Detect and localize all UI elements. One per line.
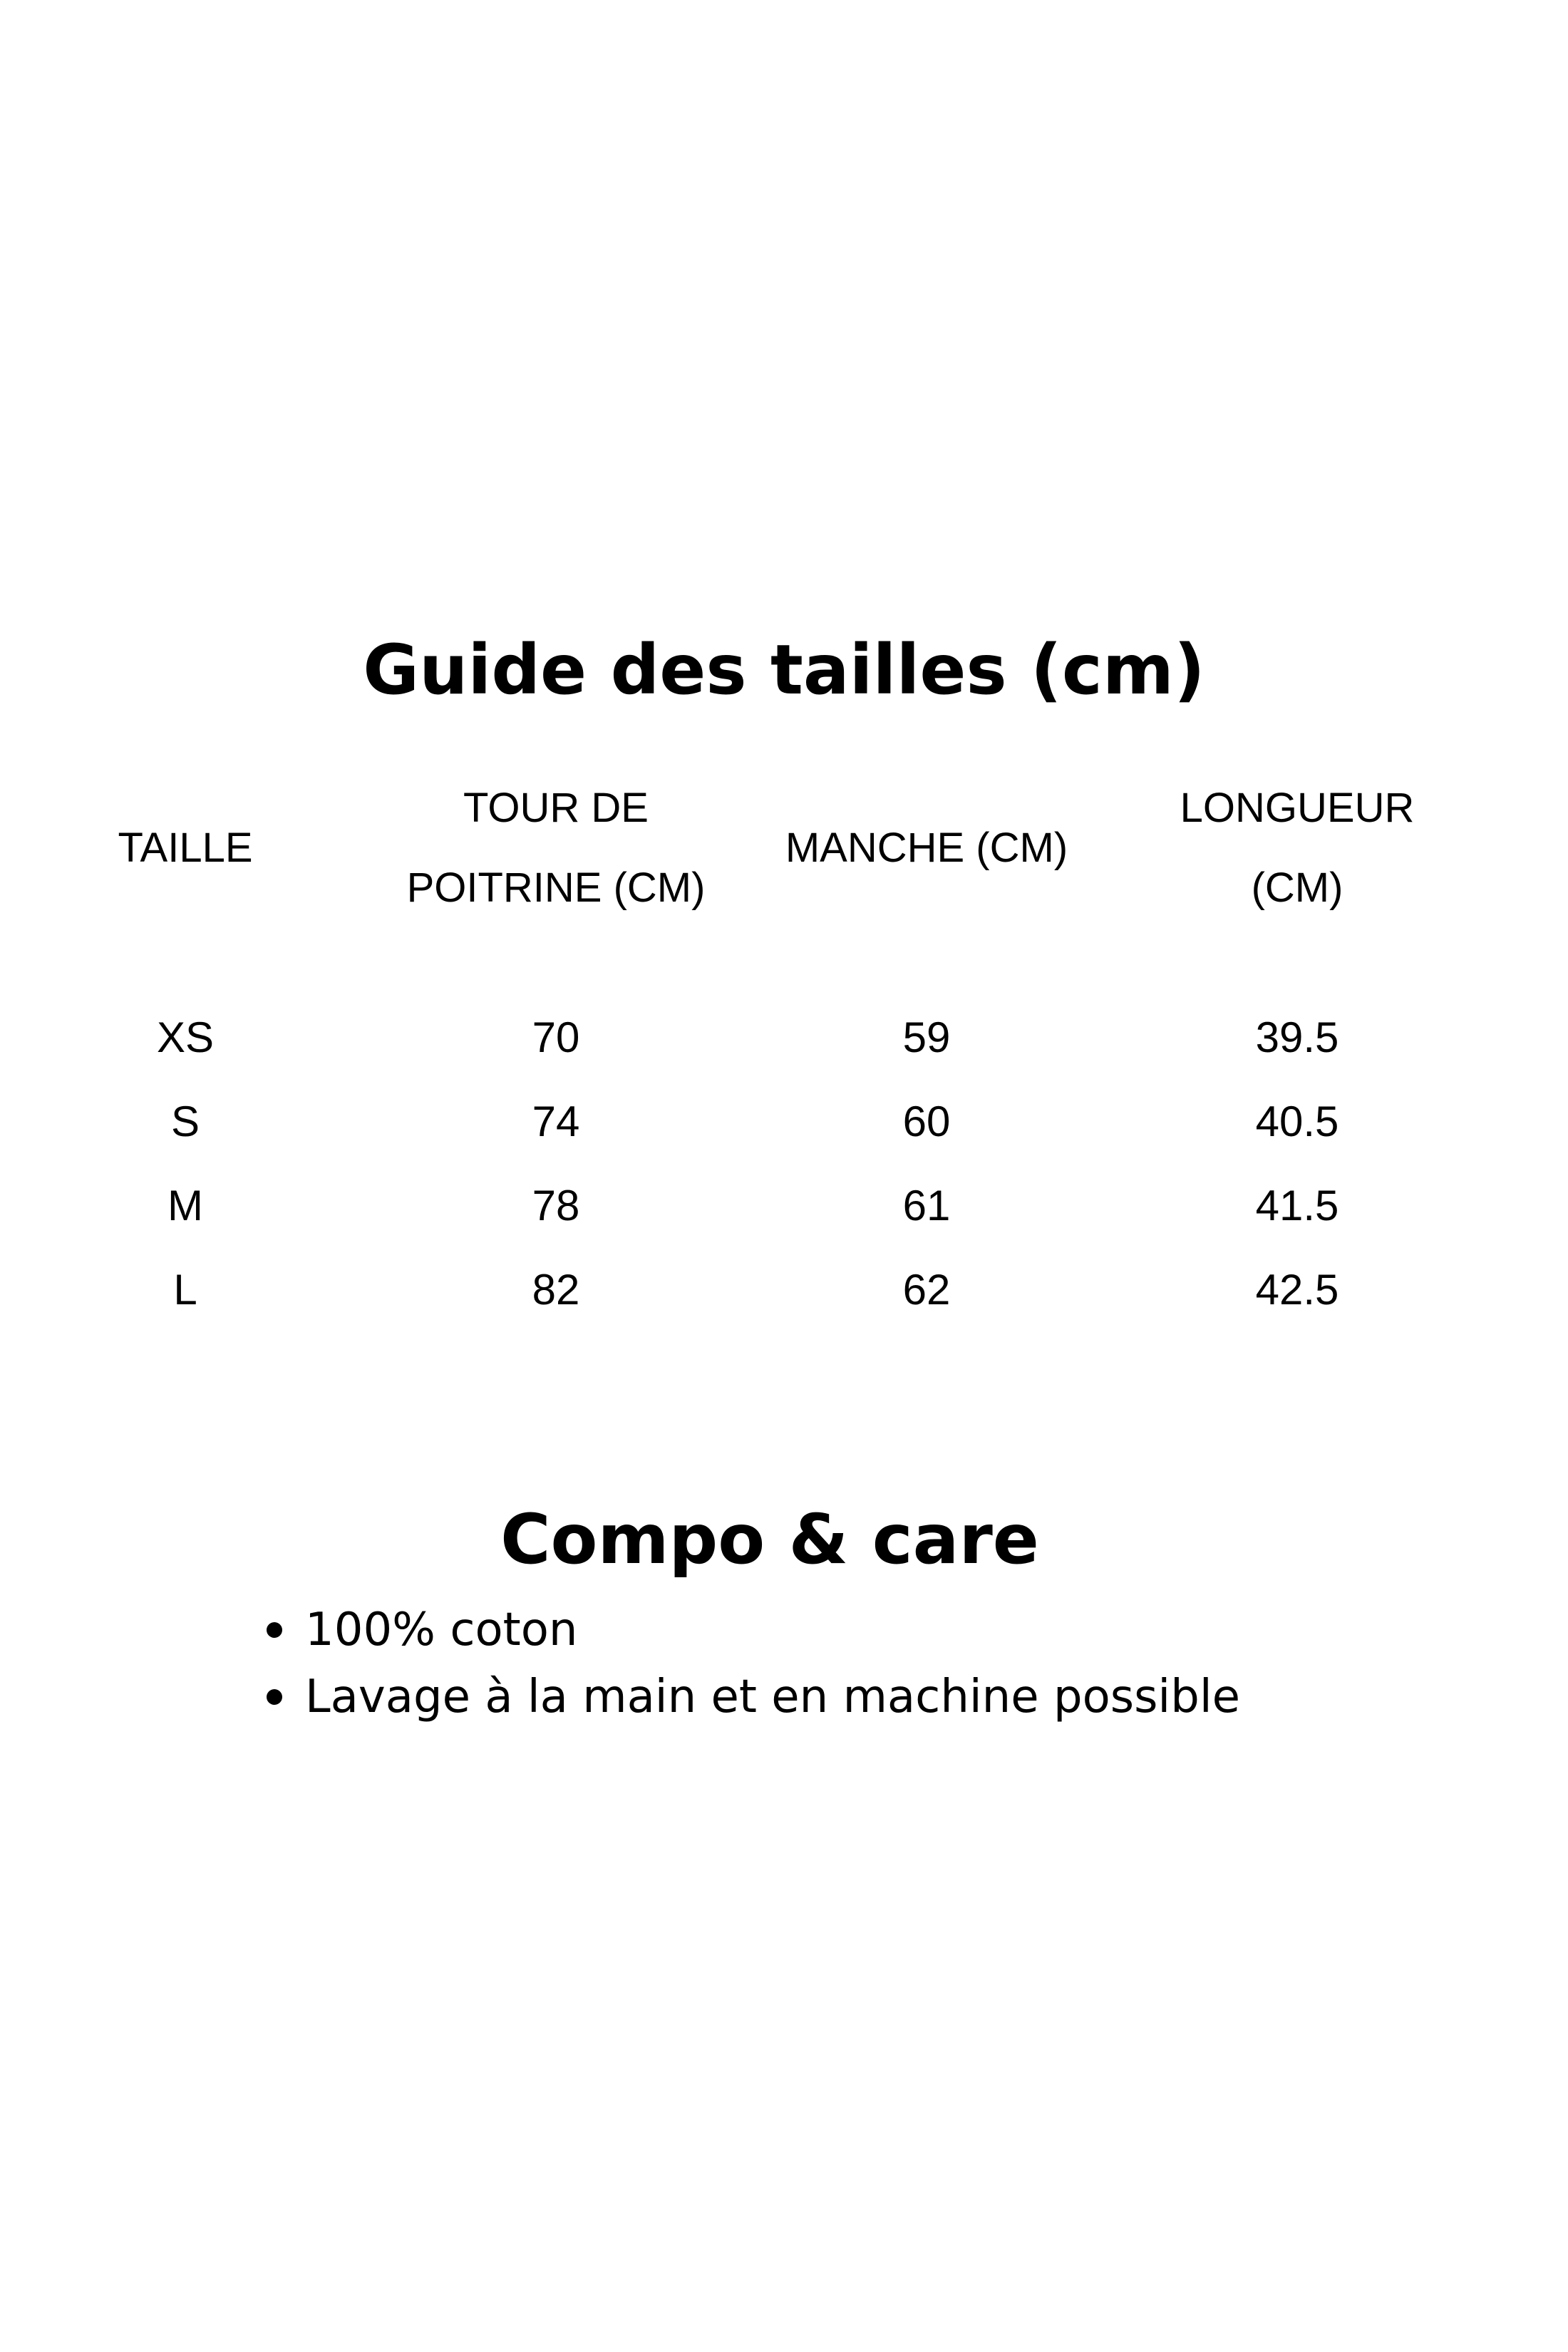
header-longueur-line-2: (CM)	[1251, 865, 1343, 911]
bullet-icon	[267, 1622, 282, 1638]
cell-tour-de-poitrine: 70	[532, 1013, 580, 1061]
care-item-text: Lavage à la main et en machine possible	[305, 1671, 1240, 1723]
cell-manche: 62	[902, 1266, 951, 1314]
cell-taille: M	[167, 1182, 203, 1229]
care-title: Compo & care	[500, 1499, 1039, 1579]
header-manche	[741, 808, 1112, 888]
size-guide-title: Guide des tailles (cm)	[363, 630, 1205, 711]
cell-taille: S	[170, 1098, 200, 1145]
header-tour-de-poitrine	[371, 768, 741, 928]
list-item	[264, 1664, 1240, 1731]
header-tour-de-poitrine-line-1: TOUR DE	[463, 785, 649, 831]
header-longueur-line-1: LONGUEUR	[1180, 785, 1415, 831]
cell-longueur: 39.5	[1255, 1013, 1339, 1061]
cell-taille: XS	[156, 1013, 215, 1061]
header-tour-de-poitrine-line-2: POITRINE (CM)	[406, 865, 706, 911]
cell-longueur: 41.5	[1255, 1182, 1339, 1229]
cell-longueur: 40.5	[1255, 1098, 1339, 1145]
cell-taille: L	[173, 1266, 197, 1314]
bullet-icon	[267, 1689, 282, 1705]
header-taille-label: TAILLE	[118, 825, 253, 871]
cell-tour-de-poitrine: 74	[532, 1098, 580, 1145]
header-taille	[0, 808, 371, 888]
cell-longueur: 42.5	[1255, 1266, 1339, 1314]
cell-manche: 59	[902, 1013, 951, 1061]
cell-tour-de-poitrine: 82	[532, 1266, 580, 1314]
header-manche-label: MANCHE (CM)	[785, 825, 1068, 871]
header-longueur	[1112, 768, 1482, 928]
list-item	[264, 1597, 1240, 1664]
care-item-text: 100% coton	[305, 1604, 578, 1656]
cell-manche: 61	[902, 1182, 951, 1229]
cell-manche: 60	[902, 1098, 951, 1145]
care-list	[264, 1597, 1240, 1731]
cell-tour-de-poitrine: 78	[532, 1182, 580, 1229]
